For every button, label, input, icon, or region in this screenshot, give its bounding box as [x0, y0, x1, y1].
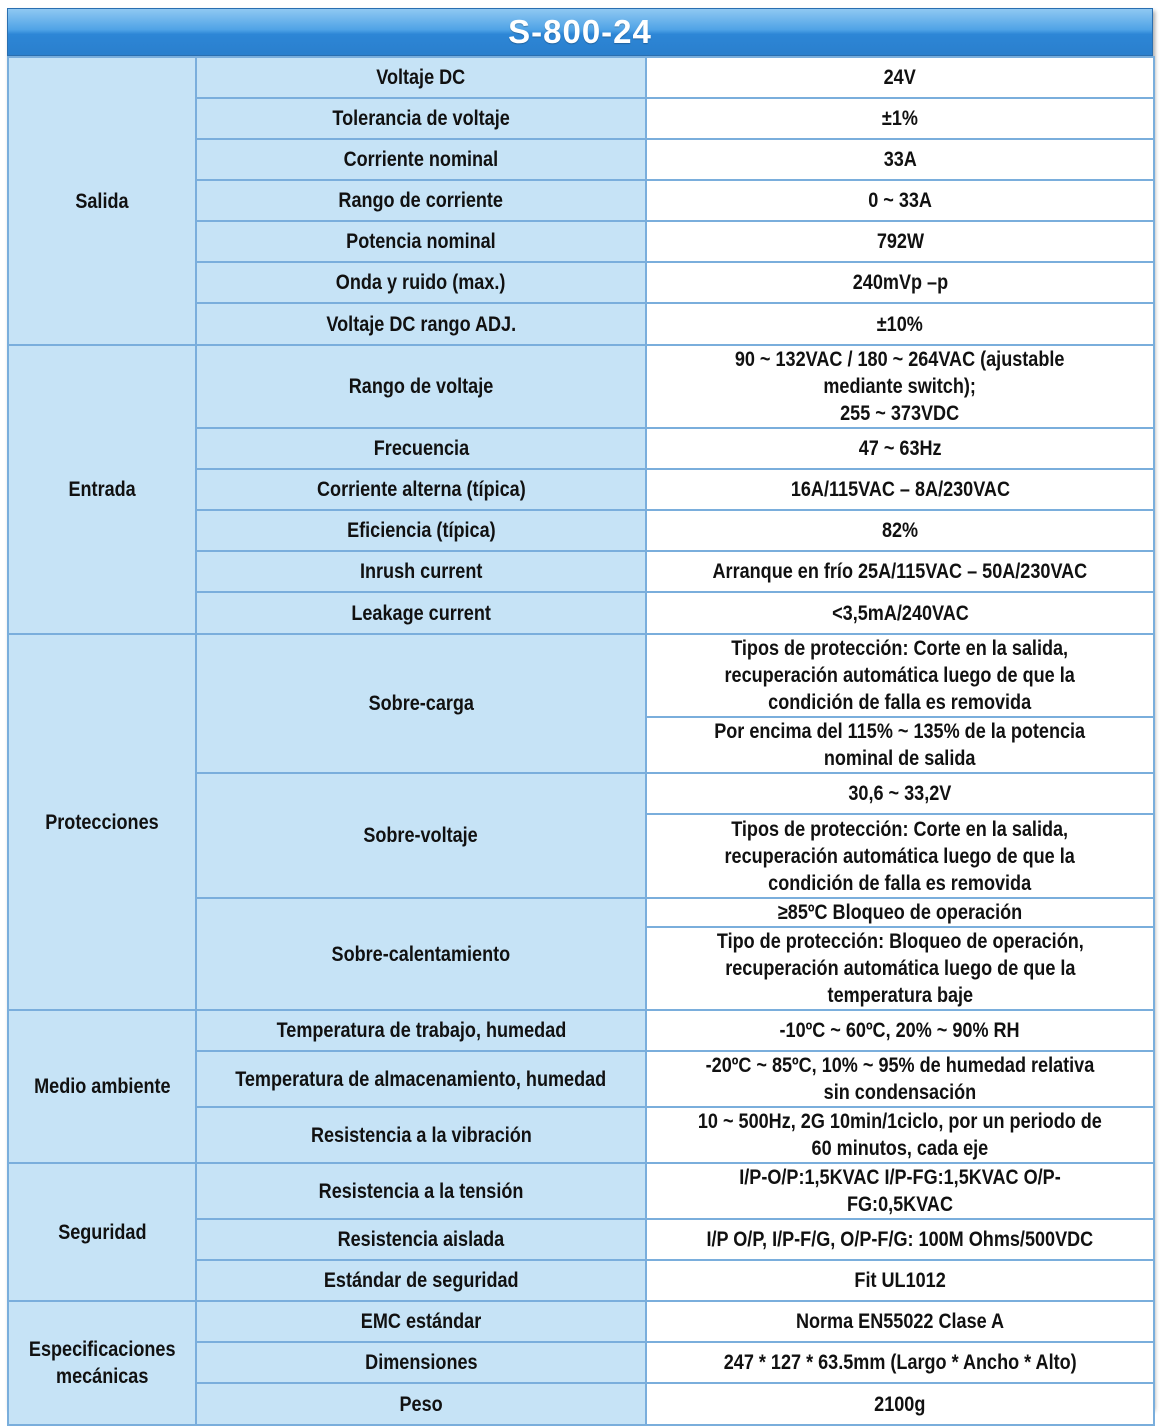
model-title: S-800-24 — [7, 8, 1153, 56]
param-value: Por encima del 115% ~ 135% de la potencia nominal de salida — [646, 717, 1154, 773]
table-row — [8, 1301, 1154, 1342]
param-label: Resistencia aislada — [196, 1219, 646, 1260]
param-label: Temperatura de almacenamiento, humedad — [196, 1051, 646, 1107]
param-label: Resistencia a la tensión — [196, 1163, 646, 1219]
param-label: Voltaje DC rango ADJ. — [196, 303, 646, 345]
param-value: I/P O/P, I/P-F/G, O/P-F/G: 100M Ohms/500VDC — [646, 1219, 1154, 1260]
param-value: -10ºC ~ 60ºC, 20% ~ 90% RH — [646, 1010, 1154, 1051]
param-label: Leakage current — [196, 592, 646, 634]
param-value: 30,6 ~ 33,2V — [646, 773, 1154, 814]
param-value: 240mVp –p — [646, 262, 1154, 303]
param-value: Tipos de protección: Corte en la salida, recuperación automática luego de que la condición de falla es removida — [646, 814, 1154, 898]
param-value: Tipos de protección: Corte en la salida, recuperación automática luego de que la condición de falla es removida — [646, 634, 1154, 717]
param-value: 2100g — [646, 1383, 1154, 1425]
group-salida: Salida — [8, 57, 196, 345]
param-value: ±1% — [646, 98, 1154, 139]
param-value: 47 ~ 63Hz — [646, 428, 1154, 469]
param-label: EMC estándar — [196, 1301, 646, 1342]
param-value: Tipo de protección: Bloqueo de operación, recuperación automática luego de que la temperatura baje — [646, 927, 1154, 1010]
param-label: Voltaje DC — [196, 57, 646, 98]
param-value: 0 ~ 33A — [646, 180, 1154, 221]
spec-table — [7, 56, 1155, 1426]
group-especificaciones: Especificaciones mecánicas — [8, 1301, 196, 1425]
param-value: ≥85ºC Bloqueo de operación — [646, 898, 1154, 927]
param-value: 33A — [646, 139, 1154, 180]
param-value: 792W — [646, 221, 1154, 262]
param-label: Eficiencia (típica) — [196, 510, 646, 551]
param-label: Temperatura de trabajo, humedad — [196, 1010, 646, 1051]
param-label: Sobre-voltaje — [196, 773, 646, 898]
param-value: 247 * 127 * 63.5mm (Largo * Ancho * Alto) — [646, 1342, 1154, 1383]
param-label: Frecuencia — [196, 428, 646, 469]
param-value: 16A/115VAC – 8A/230VAC — [646, 469, 1154, 510]
param-label: Onda y ruido (max.) — [196, 262, 646, 303]
param-value: 90 ~ 132VAC / 180 ~ 264VAC (ajustable mediante switch); 255 ~ 373VDC — [646, 345, 1154, 428]
param-label: Rango de corriente — [196, 180, 646, 221]
param-value: I/P-O/P:1,5KVAC I/P-FG:1,5KVAC O/P-FG:0,5KVAC — [646, 1163, 1154, 1219]
param-label: Potencia nominal — [196, 221, 646, 262]
param-label: Estándar de seguridad — [196, 1260, 646, 1301]
param-value: 82% — [646, 510, 1154, 551]
param-label: Tolerancia de voltaje — [196, 98, 646, 139]
param-value: Arranque en frío 25A/115VAC – 50A/230VAC — [646, 551, 1154, 592]
group-seguridad: Seguridad — [8, 1163, 196, 1301]
param-label: Peso — [196, 1383, 646, 1425]
group-medio-ambiente: Medio ambiente — [8, 1010, 196, 1163]
group-entrada: Entrada — [8, 345, 196, 634]
param-value: -20ºC ~ 85ºC, 10% ~ 95% de humedad relativa sin condensación — [646, 1051, 1154, 1107]
param-label: Dimensiones — [196, 1342, 646, 1383]
param-value: Fit UL1012 — [646, 1260, 1154, 1301]
table-row — [8, 57, 1154, 98]
param-label: Sobre-carga — [196, 634, 646, 773]
param-value: ±10% — [646, 303, 1154, 345]
param-label: Corriente nominal — [196, 139, 646, 180]
group-protecciones: Protecciones — [8, 634, 196, 1010]
spec-sheet — [7, 8, 1153, 1416]
param-value: Norma EN55022 Clase A — [646, 1301, 1154, 1342]
table-row — [8, 1010, 1154, 1051]
param-label: Sobre-calentamiento — [196, 898, 646, 1010]
table-row — [8, 1163, 1154, 1219]
param-value: 24V — [646, 57, 1154, 98]
table-row — [8, 634, 1154, 717]
param-label: Rango de voltaje — [196, 345, 646, 428]
param-label: Corriente alterna (típica) — [196, 469, 646, 510]
param-value: <3,5mA/240VAC — [646, 592, 1154, 634]
param-value: 10 ~ 500Hz, 2G 10min/1ciclo, por un periodo de 60 minutos, cada eje — [646, 1107, 1154, 1163]
table-row — [8, 345, 1154, 428]
param-label: Inrush current — [196, 551, 646, 592]
param-label: Resistencia a la vibración — [196, 1107, 646, 1163]
